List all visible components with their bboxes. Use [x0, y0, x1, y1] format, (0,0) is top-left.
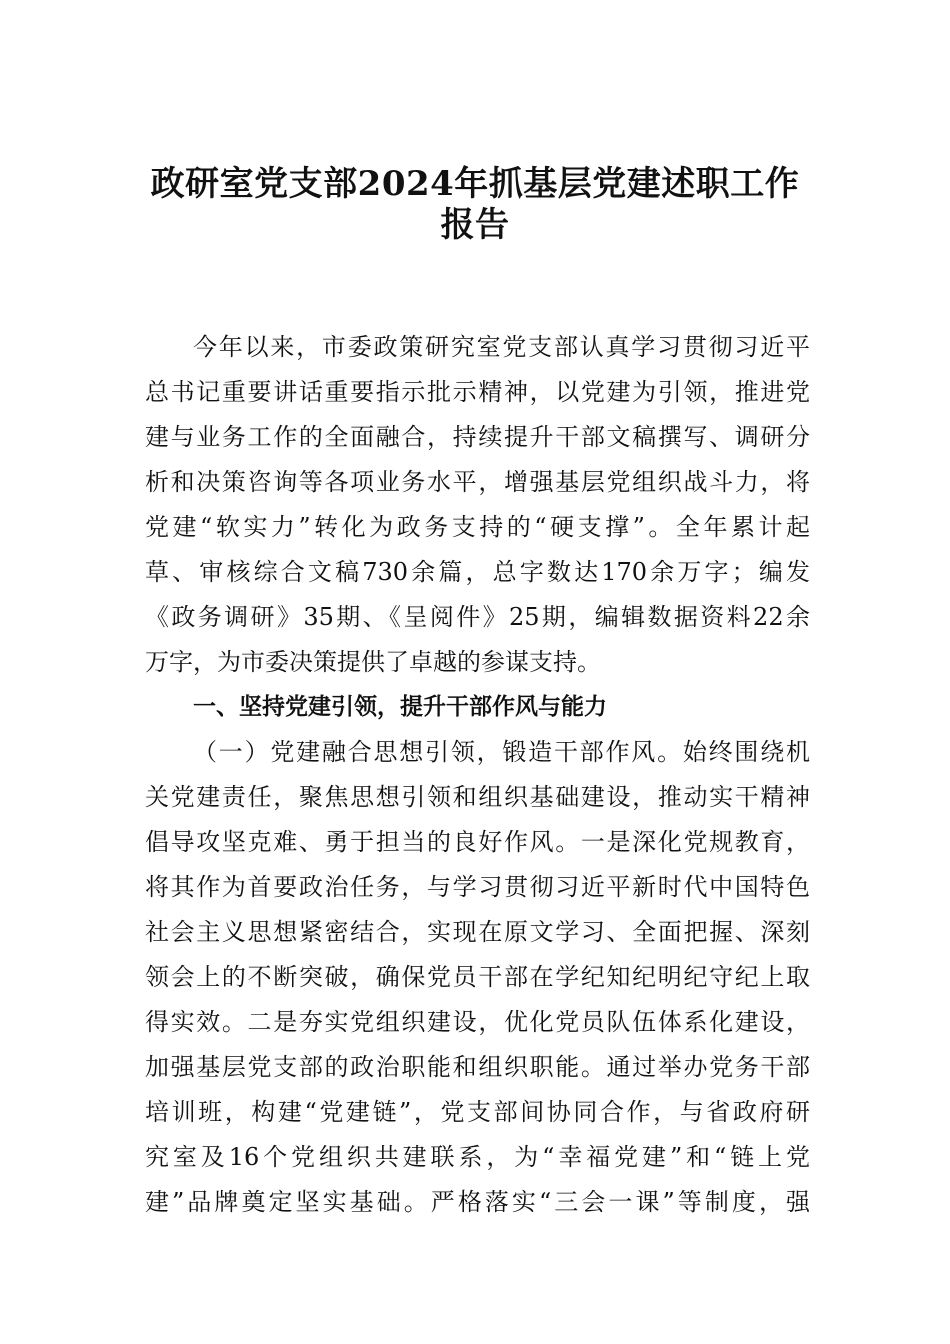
- paragraph-1-line: 总书记重要讲话重要指示批示精神，以党建为引领，推进党: [145, 378, 810, 406]
- paragraph-1-line: 今年以来，市委政策研究室党支部认真学习贯彻习近平: [193, 333, 810, 361]
- paragraph-2-line: 倡导攻坚克难、勇于担当的良好作风。一是深化党规教育，: [145, 828, 810, 856]
- paragraph-1-line: 党建“软实力”转化为政务支持的“硬支撑”。全年累计起: [145, 513, 810, 541]
- paragraph-1-line: 析和决策咨询等各项业务水平，增强基层党组织战斗力，将: [145, 468, 810, 496]
- document-title-line-1: 政研室党支部2024年抓基层党建述职工作: [150, 164, 800, 204]
- paragraph-1-line: 《政务调研》35期、《呈阅件》25期，编辑数据资料22余: [145, 603, 810, 631]
- document-title-line-2: 报告: [440, 205, 510, 245]
- paragraph-2-line: 究室及16个党组织共建联系，为“幸福党建”和“链上党: [145, 1143, 810, 1171]
- paragraph-2-line: （一）党建融合思想引领，锻造干部作风。始终围绕机: [193, 738, 810, 766]
- paragraph-1-line: 万字，为市委决策提供了卓越的参谋支持。: [145, 648, 601, 676]
- paragraph-2-line: 领会上的不断突破，确保党员干部在学纪知纪明纪守纪上取: [145, 963, 810, 991]
- paragraph-2-line: 将其作为首要政治任务，与学习贯彻习近平新时代中国特色: [145, 873, 810, 901]
- paragraph-2-line: 培训班，构建“党建链”，党支部间协同合作，与省政府研: [145, 1098, 810, 1126]
- paragraph-2-line: 得实效。二是夯实党组织建设，优化党员队伍体系化建设，: [145, 1008, 810, 1036]
- paragraph-1-line: 草、审核综合文稿730余篇，总字数达170余万字；编发: [145, 558, 810, 586]
- paragraph-2-line: 社会主义思想紧密结合，实现在原文学习、全面把握、深刻: [145, 918, 810, 946]
- paragraph-2-line: 关党建责任，聚焦思想引领和组织基础建设，推动实干精神: [145, 783, 810, 811]
- section-heading-1: 一、坚持党建引领，提升干部作风与能力: [193, 694, 607, 720]
- paragraph-2-line: 建”品牌奠定坚实基础。严格落实“三会一课”等制度，强: [145, 1188, 810, 1216]
- paragraph-1-line: 建与业务工作的全面融合，持续提升干部文稿撰写、调研分: [145, 423, 810, 451]
- paragraph-2-line: 加强基层党支部的政治职能和组织职能。通过举办党务干部: [145, 1053, 810, 1081]
